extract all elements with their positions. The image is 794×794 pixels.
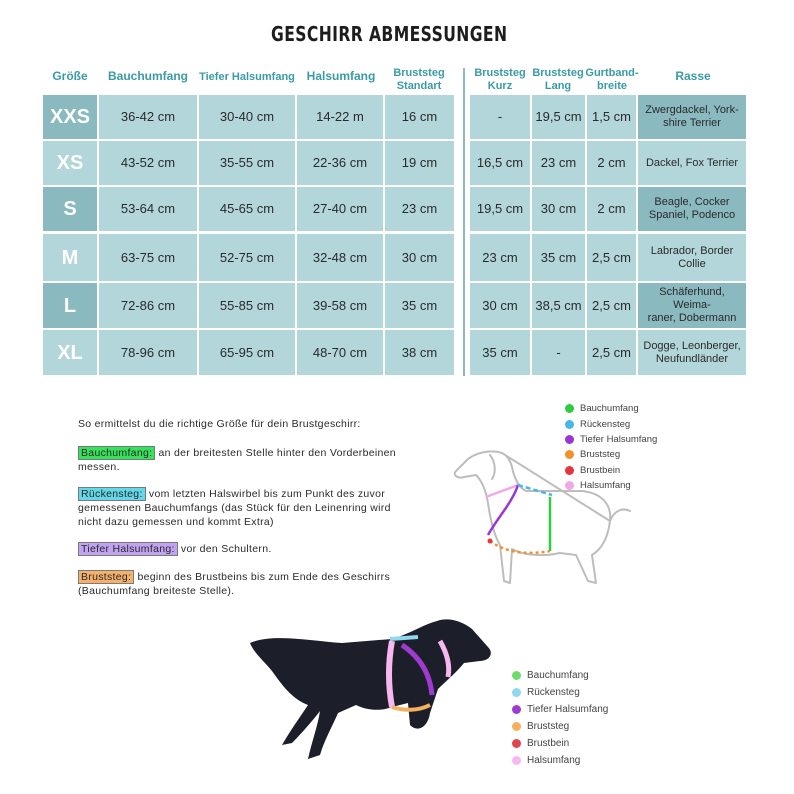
guide-tiefer-text1: vor den Schultern. <box>177 543 272 555</box>
halsumfang-cell: 14-22 m <box>297 95 383 139</box>
bruststeg-standart-cell: 30 cm <box>385 234 454 281</box>
gurtband-cell: 1,5 cm <box>587 95 636 139</box>
rasse-cell <box>638 234 746 281</box>
rasse-line1: Dackel, Fox Terrier <box>645 156 739 169</box>
header-bruststeg-standart-line2: Standart <box>396 80 442 92</box>
header-bruststeg-lang <box>530 67 586 93</box>
gurtband-cell: 2,5 cm <box>587 283 636 328</box>
halsumfang-cell: 39-58 cm <box>297 283 383 328</box>
legend-label: Bauchumfang <box>527 670 589 681</box>
halsumfang-cell: 22-36 cm <box>297 141 383 185</box>
legend-item <box>512 684 608 701</box>
tiefer-halsumfang-line <box>488 485 518 535</box>
bruststeg-kurz-cell: 16,5 cm <box>470 141 530 185</box>
tiefer-halsumfang-cell: 30-40 cm <box>199 95 295 139</box>
legend-item <box>512 752 608 769</box>
bruststeg-lang-cell: - <box>532 330 585 375</box>
bauchumfang-cell: 72-86 cm <box>99 283 197 328</box>
blue-dot-icon <box>565 420 574 429</box>
orange-dot-icon <box>512 722 521 731</box>
halsumfang-cell: 48-70 cm <box>297 330 383 375</box>
legend-label: Rückensteg <box>580 418 631 430</box>
gurtband-cell: 2,5 cm <box>587 330 636 375</box>
header-halsumfang: Halsumfang <box>306 69 376 83</box>
bruststeg-kurz-cell: 19,5 cm <box>470 187 530 231</box>
size-cell: M <box>43 234 97 281</box>
legend-item <box>512 735 608 752</box>
rasse-line1: Dogge, Leonberger, <box>643 339 741 352</box>
bauchumfang-cell: 78-96 cm <box>99 330 197 375</box>
legend-label: Brustbein <box>580 464 621 476</box>
dog-body <box>250 619 491 759</box>
legend-label: Tiefer Halsumfang <box>527 704 609 715</box>
dog-photo-illustration <box>242 615 522 765</box>
harness-pink-band <box>389 641 392 707</box>
header-bruststeg-kurz <box>468 67 532 93</box>
legend-label: Rückensteg <box>527 687 580 698</box>
guide-rueckensteg-text2: gemessenen Bauchumfangs (das Stück für den Leinenring wird <box>78 502 391 514</box>
header-bruststeg-standart-line1: Bruststeg <box>393 67 445 79</box>
brustbein-point <box>488 539 493 544</box>
light-blue-dot-icon <box>512 688 521 697</box>
rasse-line2: raner, Dobermann <box>647 312 737 324</box>
tiefer-halsumfang-highlight: Tiefer Halsumfang: <box>78 542 178 556</box>
rasse-line1: Labrador, Border <box>650 244 734 257</box>
header-bruststeg-kurz-line2: Kurz <box>487 80 513 92</box>
dog-ear-path <box>490 455 495 479</box>
tiefer-halsumfang-cell: 65-95 cm <box>199 330 295 375</box>
bauchumfang-cell: 36-42 cm <box>99 95 197 139</box>
tiefer-halsumfang-cell: 45-65 cm <box>199 187 295 231</box>
rueckensteg-highlight: Rückensteg: <box>78 487 146 501</box>
guide-bauchumfang-text2: messen. <box>78 461 120 473</box>
legend-item <box>512 701 608 718</box>
gurtband-cell: 2 cm <box>587 187 636 231</box>
header-tiefer-halsumfang: Tiefer Halsumfang <box>199 71 295 83</box>
bruststeg-standart-cell: 23 cm <box>385 187 454 231</box>
legend-label: Bruststeg <box>527 721 570 732</box>
dog-photo-shape <box>250 619 491 759</box>
bruststeg-kurz-cell: 30 cm <box>470 283 530 328</box>
rasse-line2: Spaniel, Podenco <box>648 209 736 221</box>
header-bruststeg-lang-line2: Lang <box>544 80 572 92</box>
rasse-line2: Collie <box>678 257 706 270</box>
bauchumfang-cell: 63-75 cm <box>99 234 197 281</box>
header-groesse: Größe <box>52 69 88 83</box>
tiefer-halsumfang-cell: 55-85 cm <box>199 283 295 328</box>
purple-dot-icon <box>512 705 521 714</box>
rasse-cell <box>638 187 746 231</box>
bruststeg-standart-cell: 38 cm <box>385 330 454 375</box>
legend-photo <box>512 667 608 769</box>
legend-label: Halsumfang <box>580 480 631 492</box>
size-cell: XS <box>43 141 97 185</box>
rasse-line1: Schäferhund, Weima- <box>659 286 725 311</box>
rasse-line2: Neufundländer <box>655 352 729 365</box>
rasse-line2: shire Terrier <box>663 117 721 129</box>
tiefer-halsumfang-cell: 35-55 cm <box>199 141 295 185</box>
bruststeg-standart-cell: 35 cm <box>385 283 454 328</box>
purple-dot-icon <box>565 435 574 444</box>
legend-item <box>565 401 657 416</box>
legend-item <box>565 416 657 431</box>
green-dot-icon <box>512 671 521 680</box>
guide-tiefer-halsumfang <box>78 542 272 556</box>
page-title: GESCHIRR ABMESSUNGEN <box>271 22 508 46</box>
rasse-line1: Zwergdackel, York- <box>645 104 739 116</box>
size-cell: XXS <box>43 95 97 139</box>
header-bruststeg-lang-line1: Bruststeg <box>532 67 584 79</box>
bruststeg-standart-cell: 16 cm <box>385 95 454 139</box>
bruststeg-lang-cell: 38,5 cm <box>532 283 585 328</box>
bauchumfang-cell: 43-52 cm <box>99 141 197 185</box>
halsumfang-cell: 32-48 cm <box>297 234 383 281</box>
tiefer-halsumfang-cell: 52-75 cm <box>199 234 295 281</box>
dog-outline-illustration <box>442 445 642 605</box>
legend-label: Tiefer Halsumfang <box>580 433 658 445</box>
header-gurtbandbreite <box>584 67 640 93</box>
bruststeg-highlight: Bruststeg: <box>78 570 134 584</box>
legend-label: Bauchumfang <box>580 403 639 415</box>
guide-heading: So ermittelst du die richtige Größe für dein Brustgeschirr: <box>78 418 361 430</box>
guide-bruststeg-line1 <box>78 570 390 584</box>
header-bauchumfang: Bauchumfang <box>107 69 188 83</box>
green-dot-icon <box>565 404 574 413</box>
gurtband-cell: 2,5 cm <box>587 234 636 281</box>
red-dot-icon <box>512 739 521 748</box>
guide-bauchumfang-line1 <box>78 446 396 460</box>
size-cell: S <box>43 187 97 231</box>
size-cell: L <box>43 283 97 328</box>
bruststeg-lang-cell: 19,5 cm <box>532 95 585 139</box>
guide-bruststeg <box>78 570 390 598</box>
guide-rueckensteg-text3: nicht dazu gemessen und kommt Extra) <box>78 516 274 528</box>
legend-label: Bruststeg <box>580 449 621 461</box>
bruststeg-lang-cell: 35 cm <box>532 234 585 281</box>
bruststeg-standart-cell: 19 cm <box>385 141 454 185</box>
gurtband-cell: 2 cm <box>587 141 636 185</box>
rasse-cell <box>638 330 746 375</box>
guide-tiefer-line1 <box>78 542 272 556</box>
legend-item <box>512 667 608 684</box>
harness-cyan-band <box>390 637 418 639</box>
bruststeg-kurz-cell: - <box>470 95 530 139</box>
bauchumfang-cell: 53-64 cm <box>99 187 197 231</box>
bruststeg-lang-cell: 23 cm <box>532 141 585 185</box>
rasse-line1: Beagle, Cocker <box>654 196 730 208</box>
header-gurtband-line2: breite <box>597 80 627 92</box>
legend-item <box>512 718 608 735</box>
guide-bauchumfang <box>78 446 396 474</box>
bruststeg-kurz-cell: 23 cm <box>470 234 530 281</box>
guide-rueckensteg-line1 <box>78 487 391 501</box>
guide-rueckensteg <box>78 487 391 529</box>
bauchumfang-highlight: Bauchumfang: <box>78 446 155 460</box>
legend-label: Halsumfang <box>527 755 581 766</box>
guide-bauchumfang-text1: an der breitesten Stelle hinter den Vorderbeinen <box>155 447 396 459</box>
guide-bruststeg-text1: beginn des Brustbeins bis zum Ende des Geschirrs <box>134 571 391 583</box>
rasse-cell <box>638 141 746 185</box>
table-divider <box>463 68 465 376</box>
bruststeg-lang-cell: 30 cm <box>532 187 585 231</box>
header-rasse: Rasse <box>675 69 711 83</box>
pink-dot-icon <box>512 756 521 765</box>
rasse-cell <box>638 95 746 139</box>
dog-outline-path <box>455 451 630 583</box>
header-gurtband-line1: Gurtband- <box>585 67 639 79</box>
halsumfang-cell: 27-40 cm <box>297 187 383 231</box>
size-cell: XL <box>43 330 97 375</box>
bruststeg-kurz-cell: 35 cm <box>470 330 530 375</box>
rasse-cell <box>638 283 746 328</box>
legend-label: Brustbein <box>527 738 570 749</box>
guide-rueckensteg-text1: vom letzten Halswirbel bis zum Punkt des zuvor <box>145 488 386 500</box>
header-bruststeg-standart <box>384 67 454 93</box>
guide-bruststeg-text2: (Bauchumfang breiteste Stelle). <box>78 585 235 597</box>
header-bruststeg-kurz-line1: Bruststeg <box>474 67 526 79</box>
